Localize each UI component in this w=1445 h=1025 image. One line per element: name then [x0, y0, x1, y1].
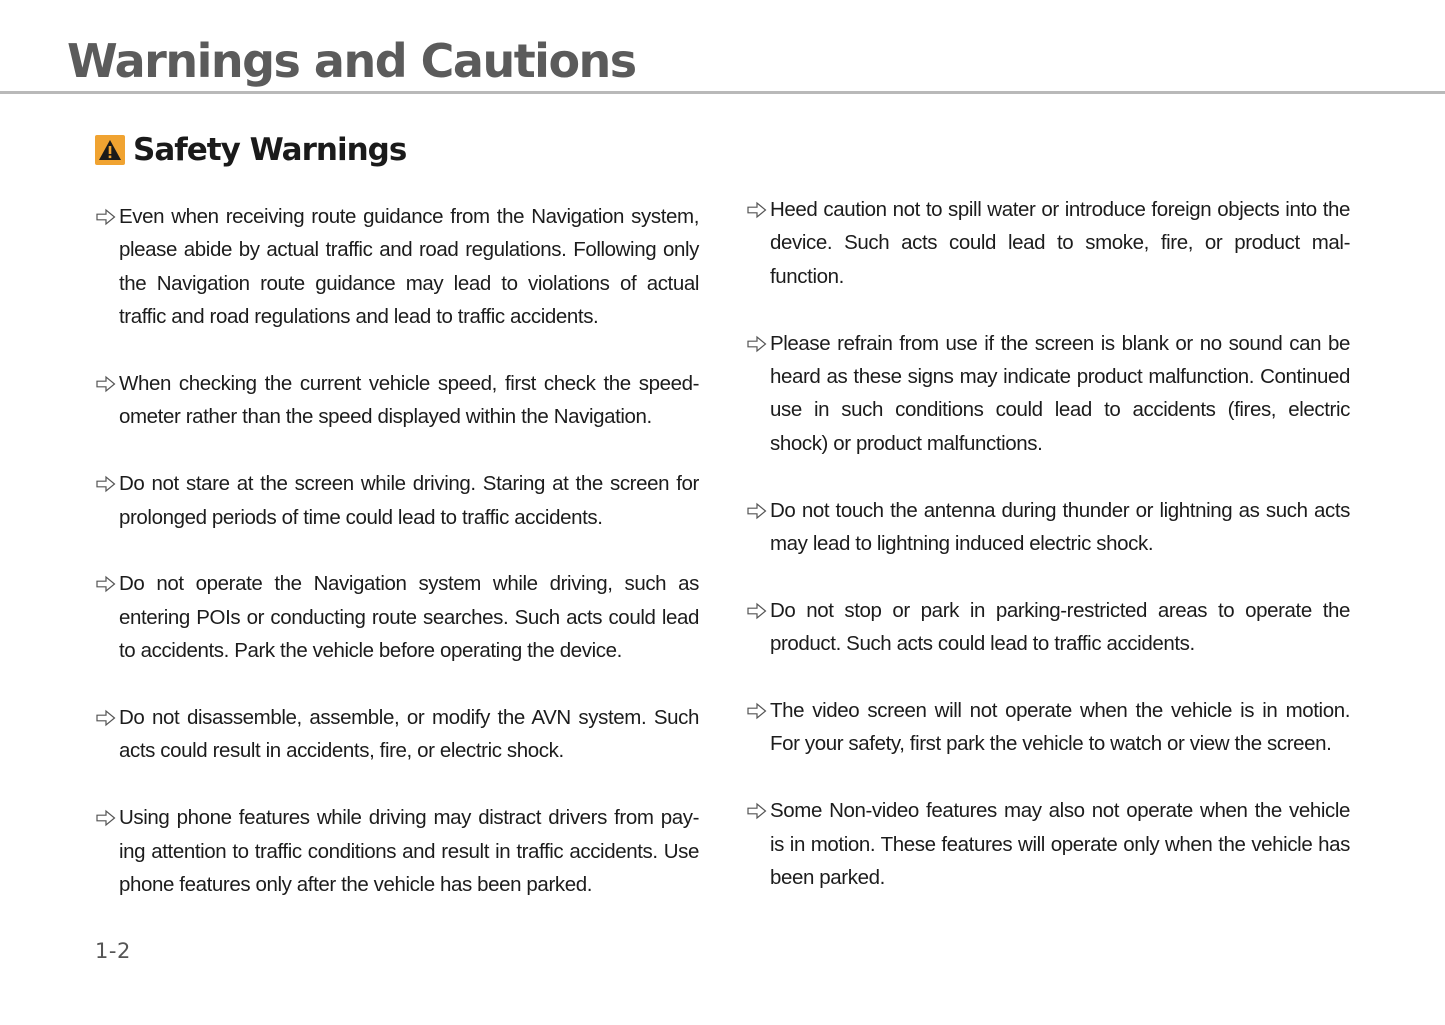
- outline-arrow-icon: [746, 602, 768, 620]
- warning-text: The video screen will not operate when the vehicle is in motion. For your safety, first park the vehicle to watch or view the screen.: [770, 699, 1350, 756]
- warning-item: [95, 701, 699, 768]
- warning-item: [746, 794, 1350, 894]
- warning-text: Do not disassemble, assemble, or modify the AVN system. Such acts could result in accidents, fire, or electric shock.: [119, 706, 699, 763]
- outline-arrow-icon: [95, 208, 117, 226]
- outline-arrow-icon: [746, 702, 768, 720]
- warning-item: [746, 694, 1350, 761]
- warning-item: [95, 367, 699, 434]
- warning-item: [95, 567, 699, 667]
- warning-item: [95, 200, 699, 334]
- warning-text: Even when receiving route guidance from the Navigation system, please abide by actual traffic and road regulations. Following only the Navigation route guidance may lead to violations of actual traffic and road regulations and lead to traffic accidents.: [119, 205, 699, 329]
- right-column: [746, 193, 1350, 928]
- warning-item: [746, 594, 1350, 661]
- outline-arrow-icon: [746, 502, 768, 520]
- warning-triangle-icon: [95, 135, 125, 165]
- warning-item: [95, 801, 699, 901]
- outline-arrow-icon: [95, 575, 117, 593]
- warning-text: When checking the current vehicle speed, first check the speed-ometer rather than the speed displayed within the Navigation.: [119, 372, 699, 429]
- warning-item: [746, 494, 1350, 561]
- left-column: [95, 200, 699, 935]
- warning-item: [746, 193, 1350, 293]
- warning-text: Heed caution not to spill water or introduce foreign objects into the device. Such acts could lead to smoke, fire, or product mal-function.: [770, 198, 1350, 288]
- outline-arrow-icon: [95, 475, 117, 493]
- warning-text: Do not stare at the screen while driving. Staring at the screen for prolonged periods of time could lead to traffic accidents.: [119, 472, 699, 529]
- warning-item: [746, 327, 1350, 461]
- warning-item: [95, 467, 699, 534]
- section-heading-text: Safety Warnings: [133, 132, 407, 168]
- outline-arrow-icon: [95, 709, 117, 727]
- warning-text: Please refrain from use if the screen is blank or no sound can be heard as these signs may indicate product malfunction. Continued use in such conditions could lead to accidents (fires, electric shock) or product malfunctions.: [770, 331, 1350, 455]
- page-number: 1-2: [95, 939, 131, 963]
- outline-arrow-icon: [746, 335, 768, 353]
- outline-arrow-icon: [95, 375, 117, 393]
- warning-text: Do not touch the antenna during thunder or lightning as such acts may lead to lightning induced electric shock.: [770, 498, 1350, 556]
- warning-text: Do not operate the Navigation system while driving, such as entering POIs or conducting route searches. Such acts could lead to accidents. Park the vehicle before operating the device.: [119, 572, 699, 663]
- warning-text: Some Non-video features may also not operate when the vehicle is in motion. These features will operate only when the vehicle has been parked.: [770, 799, 1350, 890]
- outline-arrow-icon: [746, 802, 768, 820]
- section-heading: [95, 128, 406, 172]
- outline-arrow-icon: [95, 809, 117, 827]
- title-divider: [0, 91, 1445, 94]
- warning-text: Do not stop or park in parking-restricted areas to operate the product. Such acts could lead to traffic accidents.: [770, 598, 1350, 656]
- warning-text: Using phone features while driving may distract drivers from pay-ing attention to traffic conditions and result in traffic accidents. Use phone features only after the vehicle has been parked.: [119, 806, 699, 897]
- page-title: Warnings and Cautions: [67, 34, 636, 88]
- outline-arrow-icon: [746, 201, 768, 219]
